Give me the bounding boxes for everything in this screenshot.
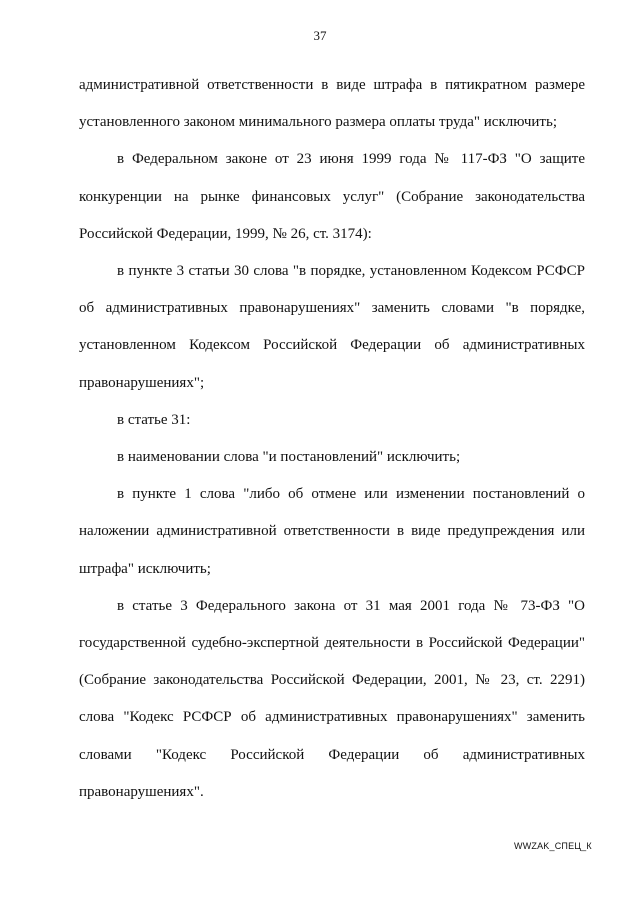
paragraph-continuation: административной ответственности в виде штрафа в пятикратном размере установленного законом минимального размера оплаты труда" исключить; bbox=[79, 77, 585, 131]
paragraph-federal-law-117fz: в Федеральном законе от 23 июня 1999 года № 117-ФЗ "О защите конкуренции на рынке финансовых услуг" (Собрание законодательства Российской Федерации, 1999, № 26, ст. 3174): bbox=[79, 151, 585, 242]
page-number: 37 bbox=[313, 28, 327, 43]
paragraph-article-31-title: в наименовании слова "и постановлений" исключить; bbox=[117, 449, 461, 466]
paragraph-article-30-point-3: в пункте 3 статьи 30 слова "в порядке, установленном Кодексом РСФСР об административных правонарушениях" заменить словами "в порядке, установленном Кодексом Российской Федерации об административных правонарушениях"; bbox=[79, 263, 585, 391]
document-body bbox=[79, 67, 585, 811]
paragraph-federal-law-73fz: в статье 3 Федерального закона от 31 мая 2001 года № 73-ФЗ "О государственной судебно-экспертной деятельности в Российской Федерации" (Собрание законодательства Российской Федерации, 2001, № 23, ст. 2291) слова "Кодекс РСФСР об административных правонарушениях" заменить словами "Кодекс Российской Федерации об административных правонарушениях". bbox=[79, 597, 585, 800]
paragraph-article-31-point-1: в пункте 1 слова "либо об отмене или изменении постановлений о наложении административной ответственности в виде предупреждения или штрафа" исключить; bbox=[79, 486, 585, 577]
paragraph-article-31: в статье 31: bbox=[117, 411, 191, 428]
footer-code: WWZAK_СПЕЦ_К bbox=[514, 841, 592, 851]
